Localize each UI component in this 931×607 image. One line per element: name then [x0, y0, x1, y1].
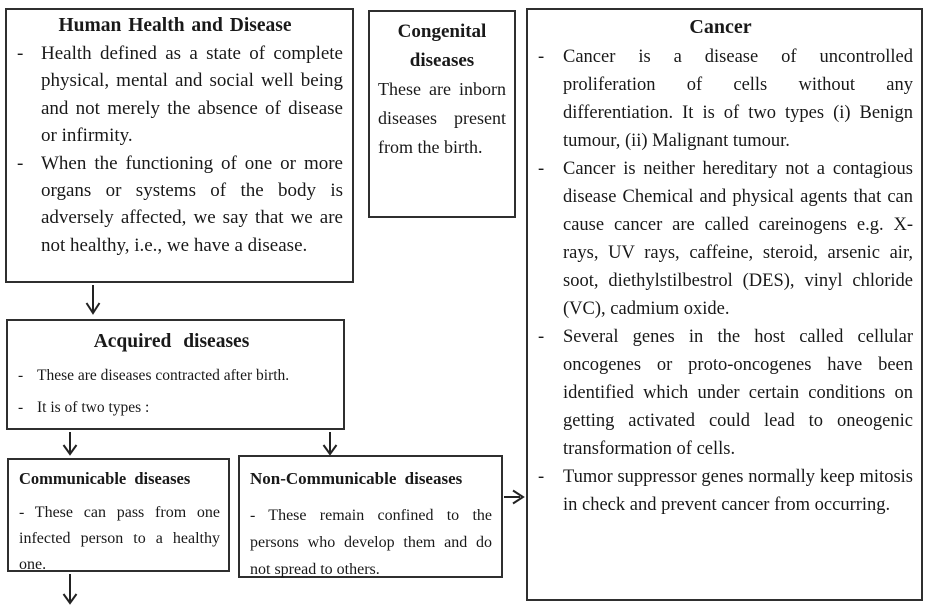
- communicable-diseases-title: Communicable diseases: [19, 469, 191, 488]
- bullet-text: Several genes in the host called cellular oncogenes or proto-oncogenes have been identified which under certain conditions on getting activated could lead to oneogenic transformation of cells.: [563, 327, 913, 459]
- bullet-dash: -: [538, 327, 545, 347]
- non-communicable-diseases-box: [238, 455, 503, 578]
- bullet-text: Cancer is a disease of uncontrolled proliferation of cells without any differentiation. It is of two types (i) Benign tumour, (ii) Malignant tumour.: [563, 47, 913, 151]
- list-item: [528, 323, 913, 463]
- list-item: [528, 463, 913, 519]
- list-item: [7, 150, 343, 260]
- congenital-diseases-box: [368, 10, 516, 218]
- non-communicable-diseases-text: - These remain confined to the persons who develop them and do not spread to others.: [250, 507, 492, 578]
- arrow-acquired-to-communicable: [64, 432, 77, 454]
- list-item: [528, 43, 913, 155]
- human-health-title: Human Health and Disease: [58, 15, 292, 36]
- cancer-title: Cancer: [689, 16, 752, 38]
- congenital-diseases-title: Congenital diseases: [397, 21, 487, 71]
- human-health-box: [5, 8, 354, 283]
- bullet-text: Cancer is neither hereditary not a contagious disease Chemical and physical agents that can cause cancer are called careinogens e.g. X-rays, UV rays, caffeine, steroid, arsenic air, soot, diethylstilbestrol (DES), vinyl chloride (VC), cadmium oxide.: [563, 159, 913, 319]
- bullet-dash: -: [18, 367, 24, 384]
- bullet-text: These are diseases contracted after birth.: [37, 367, 290, 384]
- arrow-human-to-acquired: [87, 285, 100, 313]
- cancer-box: [526, 8, 923, 601]
- arrow-non-communicable-to-cancer: [504, 491, 523, 504]
- list-item: [7, 40, 343, 150]
- bullet-dash: -: [17, 152, 24, 174]
- congenital-diseases-text: These are inborn diseases present from the birth.: [378, 79, 506, 157]
- bullet-text: Tumor suppressor genes normally keep mitosis in check and prevent cancer from occurring.: [563, 467, 913, 515]
- bullet-text: When the functioning of one or more organs or systems of the body is adversely affected, we say that we are not healthy, i.e., we have a disease.: [41, 152, 343, 256]
- bullet-dash: -: [538, 47, 545, 67]
- list-item: [528, 155, 913, 323]
- communicable-diseases-text: - These can pass from one infected person to a healthy one.: [19, 504, 220, 573]
- bullet-dash: -: [17, 43, 24, 64]
- bullet-dash: -: [538, 467, 545, 487]
- acquired-diseases-box: [6, 319, 345, 430]
- arrow-acquired-to-non-communicable: [324, 432, 337, 454]
- bullet-text: It is of two types :: [37, 399, 150, 416]
- non-communicable-diseases-title: Non-Communicable diseases: [250, 469, 463, 488]
- bullet-dash: -: [18, 399, 24, 416]
- communicable-diseases-box: [7, 458, 230, 572]
- arrow-communicable-down: [64, 574, 77, 603]
- bullet-text: Health defined as a state of complete physical, mental and social well being and not merely the absence of disease or infirmity.: [41, 43, 343, 147]
- acquired-diseases-title: Acquired diseases: [93, 331, 250, 352]
- bullet-dash: -: [538, 159, 545, 179]
- list-item: [8, 397, 335, 418]
- list-item: [8, 365, 335, 386]
